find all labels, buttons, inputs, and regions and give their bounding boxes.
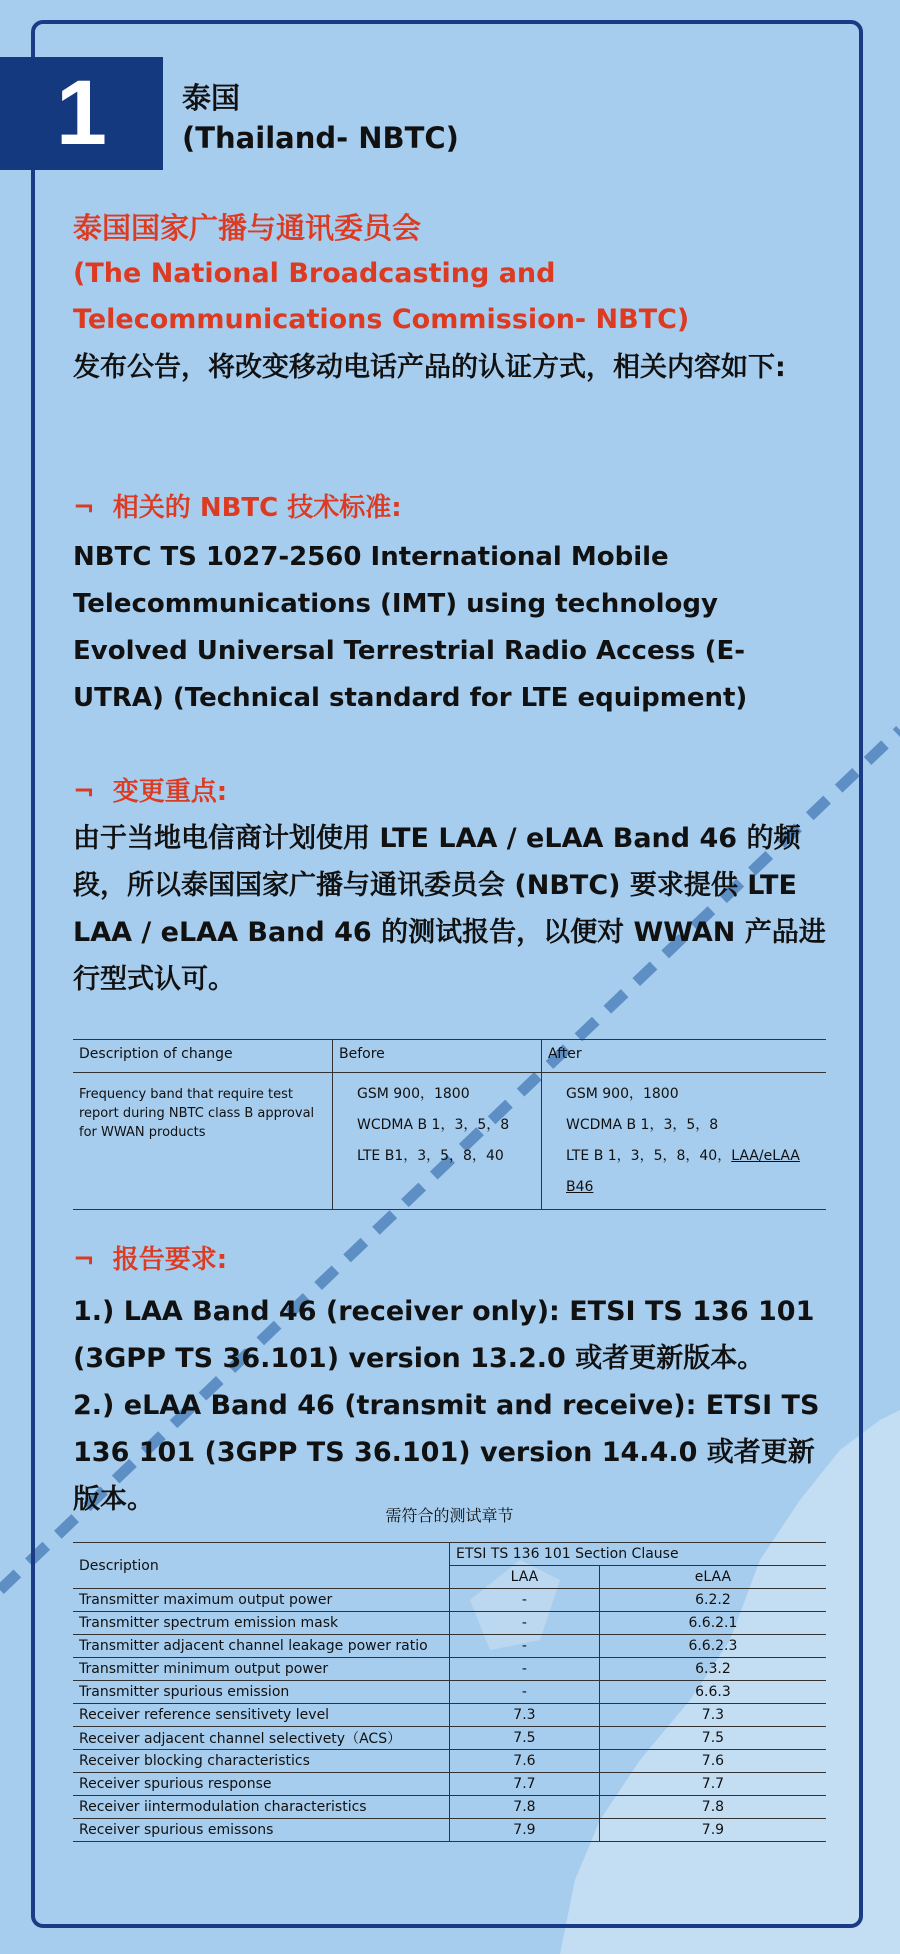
row-elaa: 6.3.2 (599, 1658, 826, 1681)
row-elaa: 6.2.2 (599, 1589, 826, 1612)
row-laa: - (450, 1612, 600, 1635)
row-elaa: 7.7 (599, 1773, 826, 1796)
row-description: Receiver blocking characteristics (73, 1750, 450, 1773)
organization-name-cn: 泰国国家广播与通讯委员会 (73, 211, 422, 245)
row-description: Transmitter adjacent channel leakage power ratio (73, 1635, 450, 1658)
change-heading-text: 变更重点: (112, 777, 228, 807)
organization-name-en-2: Telecommunications Commission- NBTC) (73, 304, 690, 335)
after-bands (542, 1073, 827, 1210)
country-title (182, 78, 459, 158)
table-row (73, 1727, 826, 1750)
report-heading (73, 1240, 833, 1280)
table-row (73, 1704, 826, 1727)
header-after: After (542, 1040, 827, 1073)
row-description: Transmitter spurious emission (73, 1681, 450, 1704)
header-before: Before (333, 1040, 542, 1073)
table-row (73, 1773, 826, 1796)
header-description: Description of change (73, 1040, 333, 1073)
after-band-lte-text: LTE B 1，3，5，8，40， (566, 1148, 732, 1164)
clause-table-body (73, 1589, 826, 1842)
table-row (73, 1073, 826, 1210)
country-title-cn: 泰国 (182, 81, 241, 115)
row-laa: - (450, 1635, 600, 1658)
row-laa: 7.3 (450, 1704, 600, 1727)
table-row (73, 1589, 826, 1612)
row-laa: 7.7 (450, 1773, 600, 1796)
row-laa: - (450, 1589, 600, 1612)
bullet-arrow-icon: ¬ (73, 1245, 95, 1275)
row-description: Receiver reference sensitivety level (73, 1704, 450, 1727)
row-laa: 7.8 (450, 1796, 600, 1819)
row-description: Receiver adjacent channel selectivety（ACS） (73, 1727, 450, 1750)
row-laa: 7.5 (450, 1727, 600, 1750)
after-band-new: LAA/eLAA B46 (566, 1148, 800, 1195)
clause-table-header (73, 1543, 826, 1566)
change-table (73, 1039, 826, 1210)
table-row (73, 1612, 826, 1635)
row-description: Receiver iintermodulation characteristics (73, 1796, 450, 1819)
before-band: LTE B1，3，5，8，40 (357, 1148, 504, 1164)
table-row (73, 1681, 826, 1704)
standard-heading (73, 488, 833, 528)
organization-name (73, 205, 833, 343)
change-body: 由于当地电信商计划使用 LTE LAA / eLAA Band 46 的频段，所以泰国国家广播与通讯委员会 (NBTC) 要求提供 LTE LAA / eLAA Band 46 的测试报告，以便对 WWAN 产品进行型式认可。 (73, 823, 826, 995)
before-band: GSM 900，1800 (357, 1086, 470, 1102)
standard-heading-text: 相关的 NBTC 技术标准: (112, 493, 402, 523)
row-elaa: 7.3 (599, 1704, 826, 1727)
header-section-clause: ETSI TS 136 101 Section Clause (450, 1543, 827, 1566)
row-description: Transmitter maximum output power (73, 1589, 450, 1612)
before-bands (333, 1073, 542, 1210)
row-description: Transmitter spectrum emission mask (73, 1612, 450, 1635)
row-elaa: 6.6.3 (599, 1681, 826, 1704)
row-elaa: 6.6.2.1 (599, 1612, 826, 1635)
row-description: Receiver spurious emissons (73, 1819, 450, 1842)
country-title-en: (Thailand- NBTC) (182, 121, 459, 155)
clause-table (73, 1542, 826, 1842)
change-description: Frequency band that require test report during NBTC class B approval for WWAN products (73, 1073, 333, 1210)
change-heading (73, 772, 833, 812)
row-laa: - (450, 1681, 600, 1704)
row-elaa: 7.8 (599, 1796, 826, 1819)
table-row (73, 1750, 826, 1773)
header-elaa: eLAA (599, 1566, 826, 1589)
row-elaa: 7.9 (599, 1819, 826, 1842)
after-band-lte (548, 1141, 820, 1203)
after-band: WCDMA B 1，3，5，8 (566, 1117, 719, 1133)
report-item-1: 1.) LAA Band 46 (receiver only): ETSI TS 136 101 (3GPP TS 36.101) version 13.2.0 或者更新版本。 (73, 1296, 815, 1374)
bullet-arrow-icon: ¬ (73, 493, 95, 523)
row-laa: - (450, 1658, 600, 1681)
header-description: Description (73, 1543, 450, 1589)
organization-name-en-1: (The National Broadcasting and (73, 258, 556, 289)
bullet-arrow-icon: ¬ (73, 777, 95, 807)
row-description: Receiver spurious response (73, 1773, 450, 1796)
row-laa: 7.9 (450, 1819, 600, 1842)
after-band: GSM 900，1800 (566, 1086, 679, 1102)
intro-paragraph: 发布公告，将改变移动电话产品的认证方式，相关内容如下: (73, 352, 786, 383)
table-row (73, 1635, 826, 1658)
row-elaa: 7.6 (599, 1750, 826, 1773)
row-elaa: 6.6.2.3 (599, 1635, 826, 1658)
table-row (73, 1658, 826, 1681)
change-table-header (73, 1040, 826, 1073)
section-number: 1 (0, 57, 163, 170)
report-body (73, 1288, 833, 1523)
clause-table-title: 需符合的测试章节 (385, 1506, 514, 1525)
before-band: WCDMA B 1，3，5，8 (357, 1117, 510, 1133)
table-row (73, 1819, 826, 1842)
header-laa: LAA (450, 1566, 600, 1589)
row-elaa: 7.5 (599, 1727, 826, 1750)
row-laa: 7.6 (450, 1750, 600, 1773)
report-heading-text: 报告要求: (112, 1245, 228, 1275)
standard-body: NBTC TS 1027-2560 International Mobile Telecommunications (IMT) using technology Evolved Universal Terrestrial Radio Access (E-UTRA) (Technical standard for LTE equipment) (73, 542, 748, 713)
row-description: Transmitter minimum output power (73, 1658, 450, 1681)
table-row (73, 1796, 826, 1819)
report-item-2: 2.) eLAA Band 46 (transmit and receive): ETSI TS 136 101 (3GPP TS 36.101) version 14.4.0 或者更新版本。 (73, 1390, 820, 1515)
